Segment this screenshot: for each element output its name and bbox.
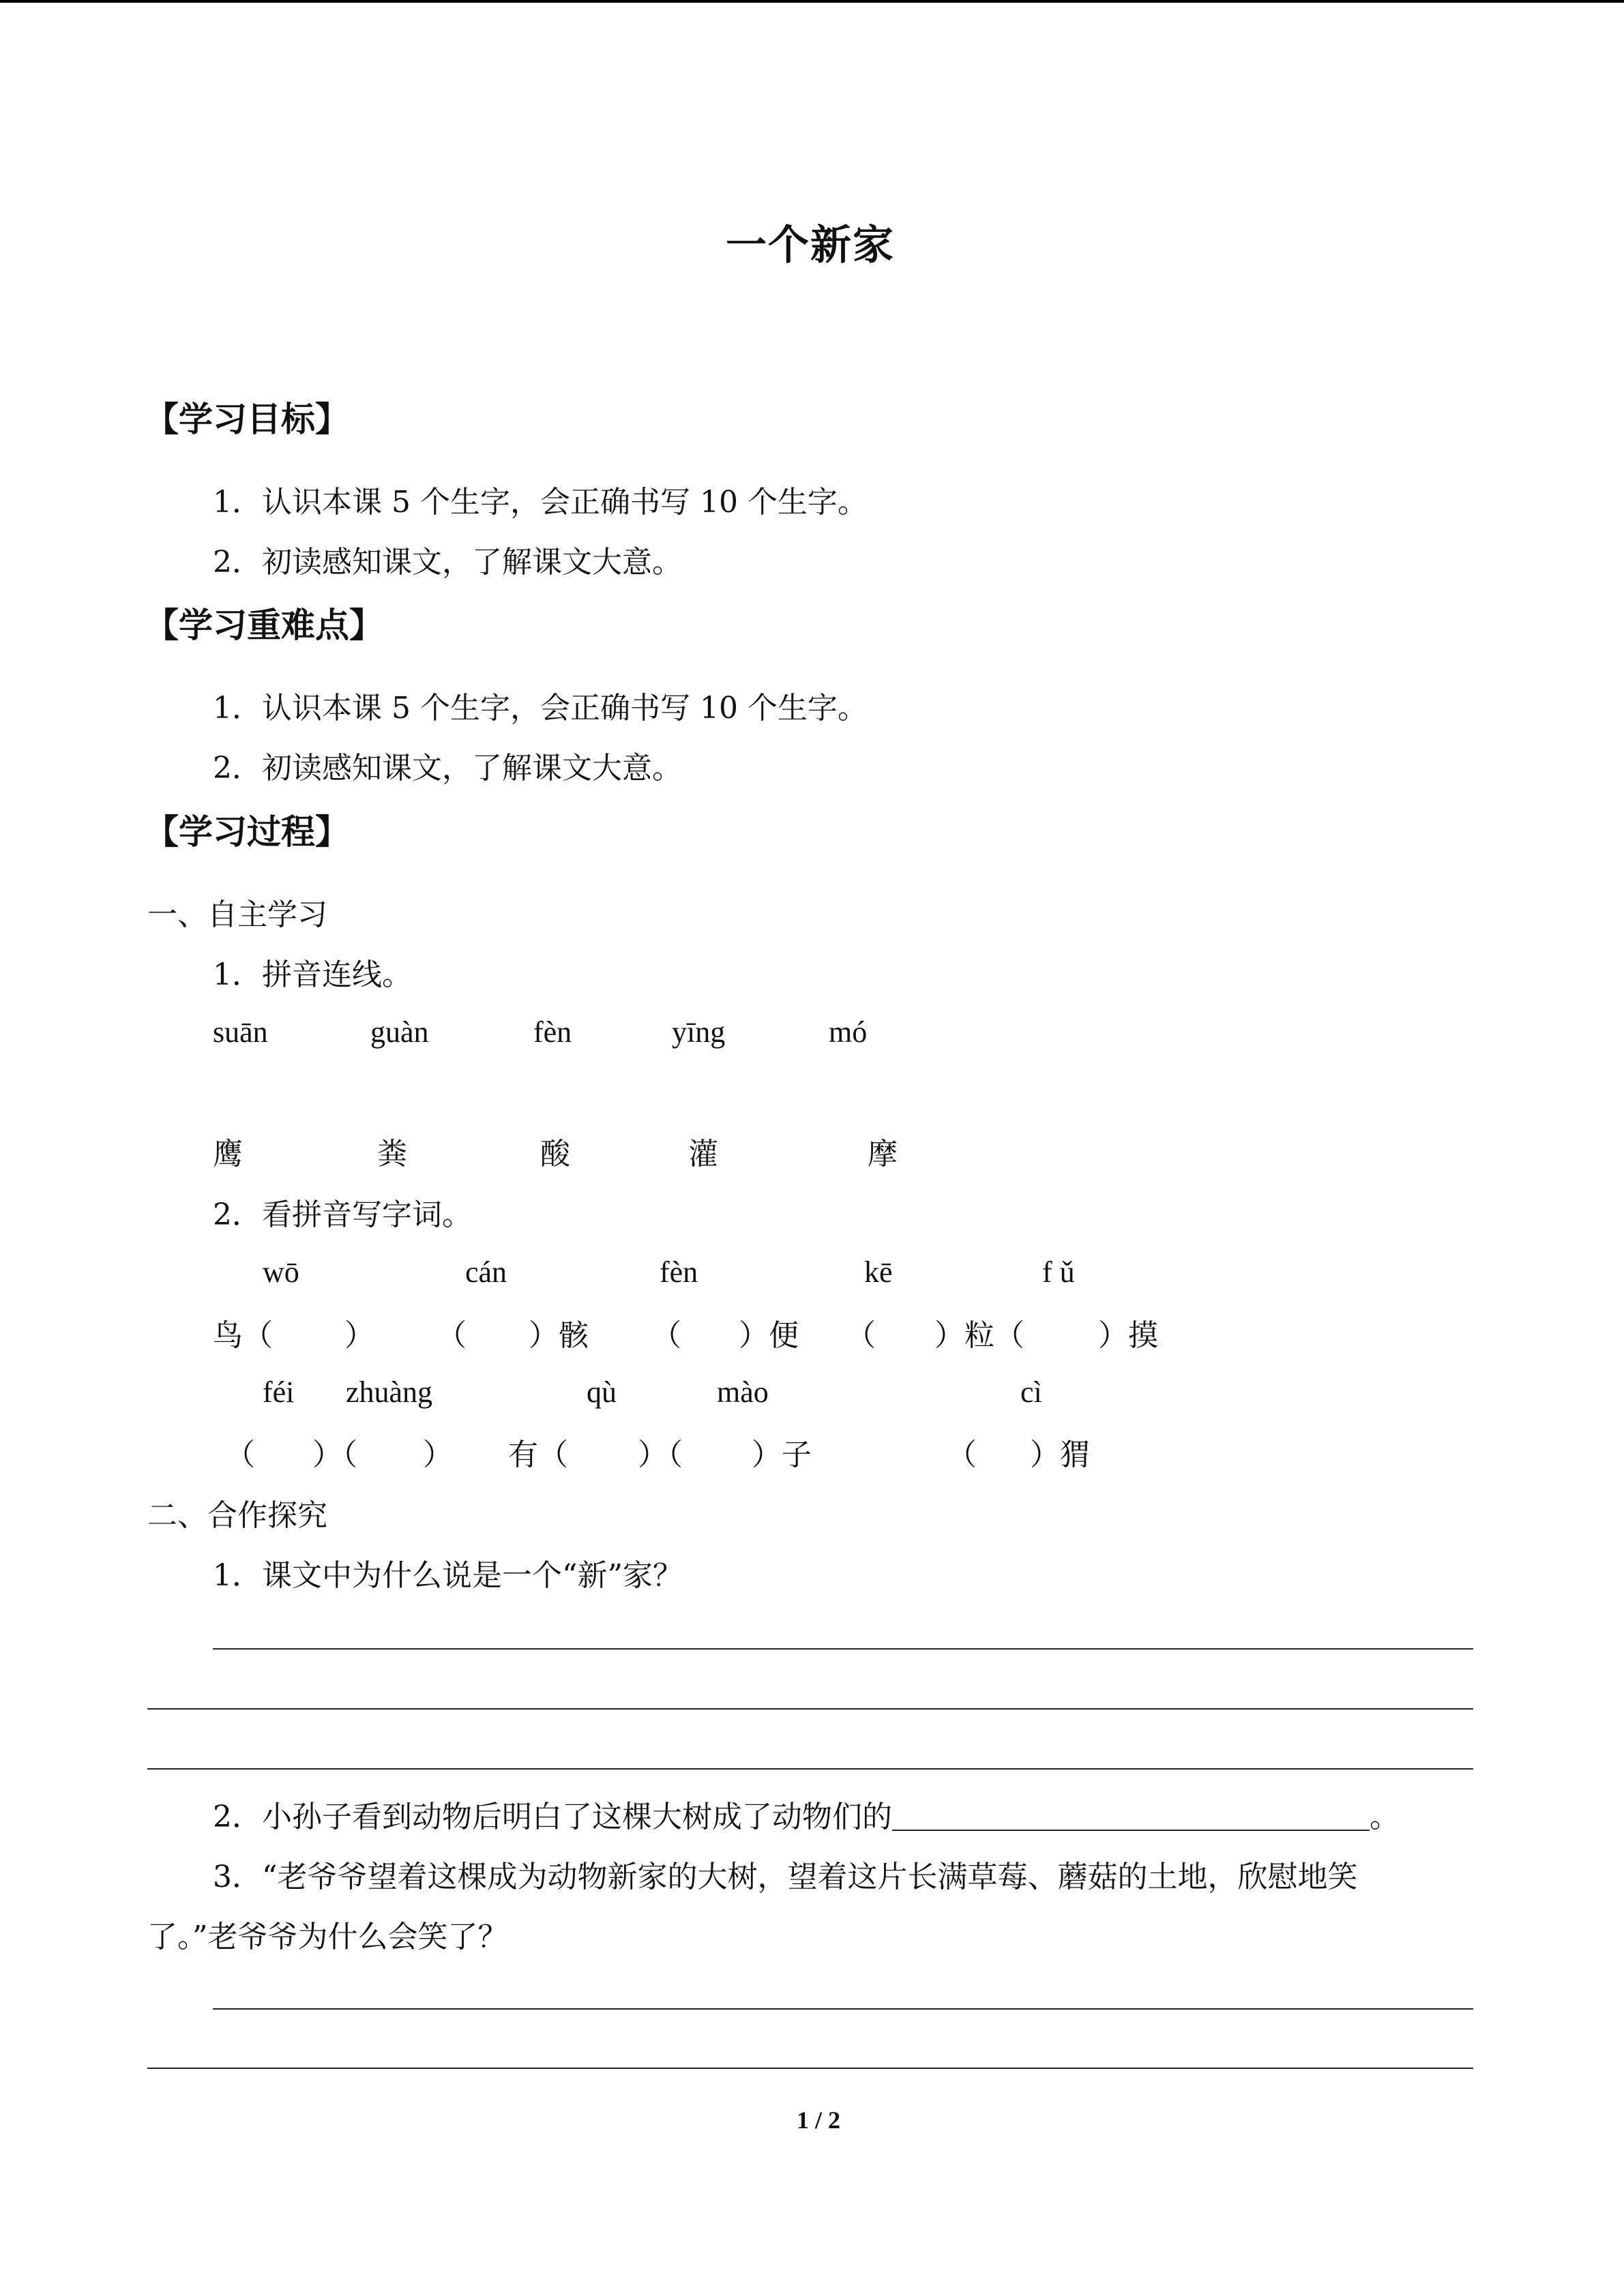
char-option: 鹰 [213, 1137, 243, 1172]
pinyin-option: guàn [370, 1015, 429, 1049]
char-option: 灌 [688, 1137, 718, 1172]
q1-label: 1．拼音连线。 [213, 957, 412, 992]
fill-in-text: ）骸 [529, 1318, 589, 1353]
part2-question-2-end: 。 [1370, 1800, 1400, 1834]
char-option: 摩 [868, 1137, 898, 1172]
part2-question-2-text: 2．小孙子看到动物后明白了这棵大树成了动物们的 [213, 1800, 892, 1834]
part2-heading: 二、合作探究 [147, 1498, 327, 1533]
answer-line[interactable] [213, 1648, 1473, 1650]
fill-in-text: （ [437, 1318, 467, 1353]
fill-in-text: ）粒（ [934, 1318, 1024, 1353]
fill-in-text: ）（ [638, 1437, 683, 1472]
part1-heading: 一、自主学习 [147, 897, 327, 932]
fill-in-text: （ [651, 1318, 681, 1353]
part2-question-3-line1: 3．“老爷爷望着这棵成为动物新家的大树，望着这片长满草莓、蘑菇的土地，欣慰地笑 [213, 1860, 1358, 1894]
answer-line[interactable] [147, 1768, 1473, 1770]
fill-in-text: （ [947, 1437, 977, 1472]
fill-in-text: ）子 [752, 1437, 812, 1472]
pinyin-hint: qù [587, 1375, 617, 1409]
pinyin-hint: wō [263, 1255, 299, 1289]
pinyin-hint: mào [717, 1375, 769, 1409]
fill-in-text: 有（ [508, 1437, 568, 1472]
pinyin-hint: cán [465, 1255, 507, 1289]
page-title: 一个新家 [726, 222, 895, 269]
part2-question-2 [213, 1792, 1400, 1836]
objective-item: 1．认识本课 5 个生字，会正确书写 10 个生字。 [213, 485, 868, 520]
fill-in-text: 鸟（ [213, 1318, 273, 1353]
char-option: 酸 [540, 1137, 570, 1172]
top-border [0, 0, 1624, 3]
key-point-item: 2．初读感知课文，了解课文大意。 [213, 751, 682, 786]
answer-line[interactable] [213, 2008, 1473, 2010]
pinyin-hint: kē [864, 1255, 893, 1289]
fill-in-text: （ [225, 1437, 255, 1472]
fill-in-text: ） [344, 1318, 374, 1353]
page-number: 1 / 2 [797, 2106, 841, 2134]
char-option: 粪 [377, 1137, 407, 1172]
pinyin-hint: f ǔ [1042, 1255, 1075, 1289]
fill-in-text: ）猬 [1030, 1437, 1090, 1472]
process-heading: 【学习过程】 [145, 811, 349, 852]
fill-in-text: ）摸 [1098, 1318, 1158, 1353]
fill-in-text: ）便 [739, 1318, 799, 1353]
pinyin-hint: féi [263, 1375, 295, 1409]
pinyin-option: suān [213, 1015, 268, 1049]
fill-in-text: （ [846, 1318, 876, 1353]
objective-item: 2．初读感知课文，了解课文大意。 [213, 545, 682, 580]
pinyin-option: fèn [533, 1015, 572, 1049]
part2-question-1: 1．课文中为什么说是一个“新”家？ [213, 1558, 683, 1593]
pinyin-hint: fèn [660, 1255, 698, 1289]
fill-in-text: ）（ [312, 1437, 357, 1472]
pinyin-option: mó [829, 1015, 868, 1049]
answer-blank[interactable] [892, 1802, 1370, 1831]
pinyin-hint: zhuàng [346, 1375, 433, 1409]
objectives-heading: 【学习目标】 [145, 399, 349, 439]
pinyin-option: yīng [672, 1015, 726, 1049]
key-points-heading: 【学习重难点】 [145, 605, 383, 645]
answer-line[interactable] [147, 1708, 1473, 1710]
key-point-item: 1．认识本课 5 个生字，会正确书写 10 个生字。 [213, 691, 868, 726]
part2-question-3-line2: 了。”老爷爷为什么会笑了？ [147, 1920, 508, 1954]
fill-in-text: ） [423, 1437, 453, 1472]
pinyin-hint: cì [1020, 1375, 1042, 1409]
q2-label: 2．看拼音写字词。 [213, 1197, 472, 1232]
answer-line[interactable] [147, 2068, 1473, 2069]
